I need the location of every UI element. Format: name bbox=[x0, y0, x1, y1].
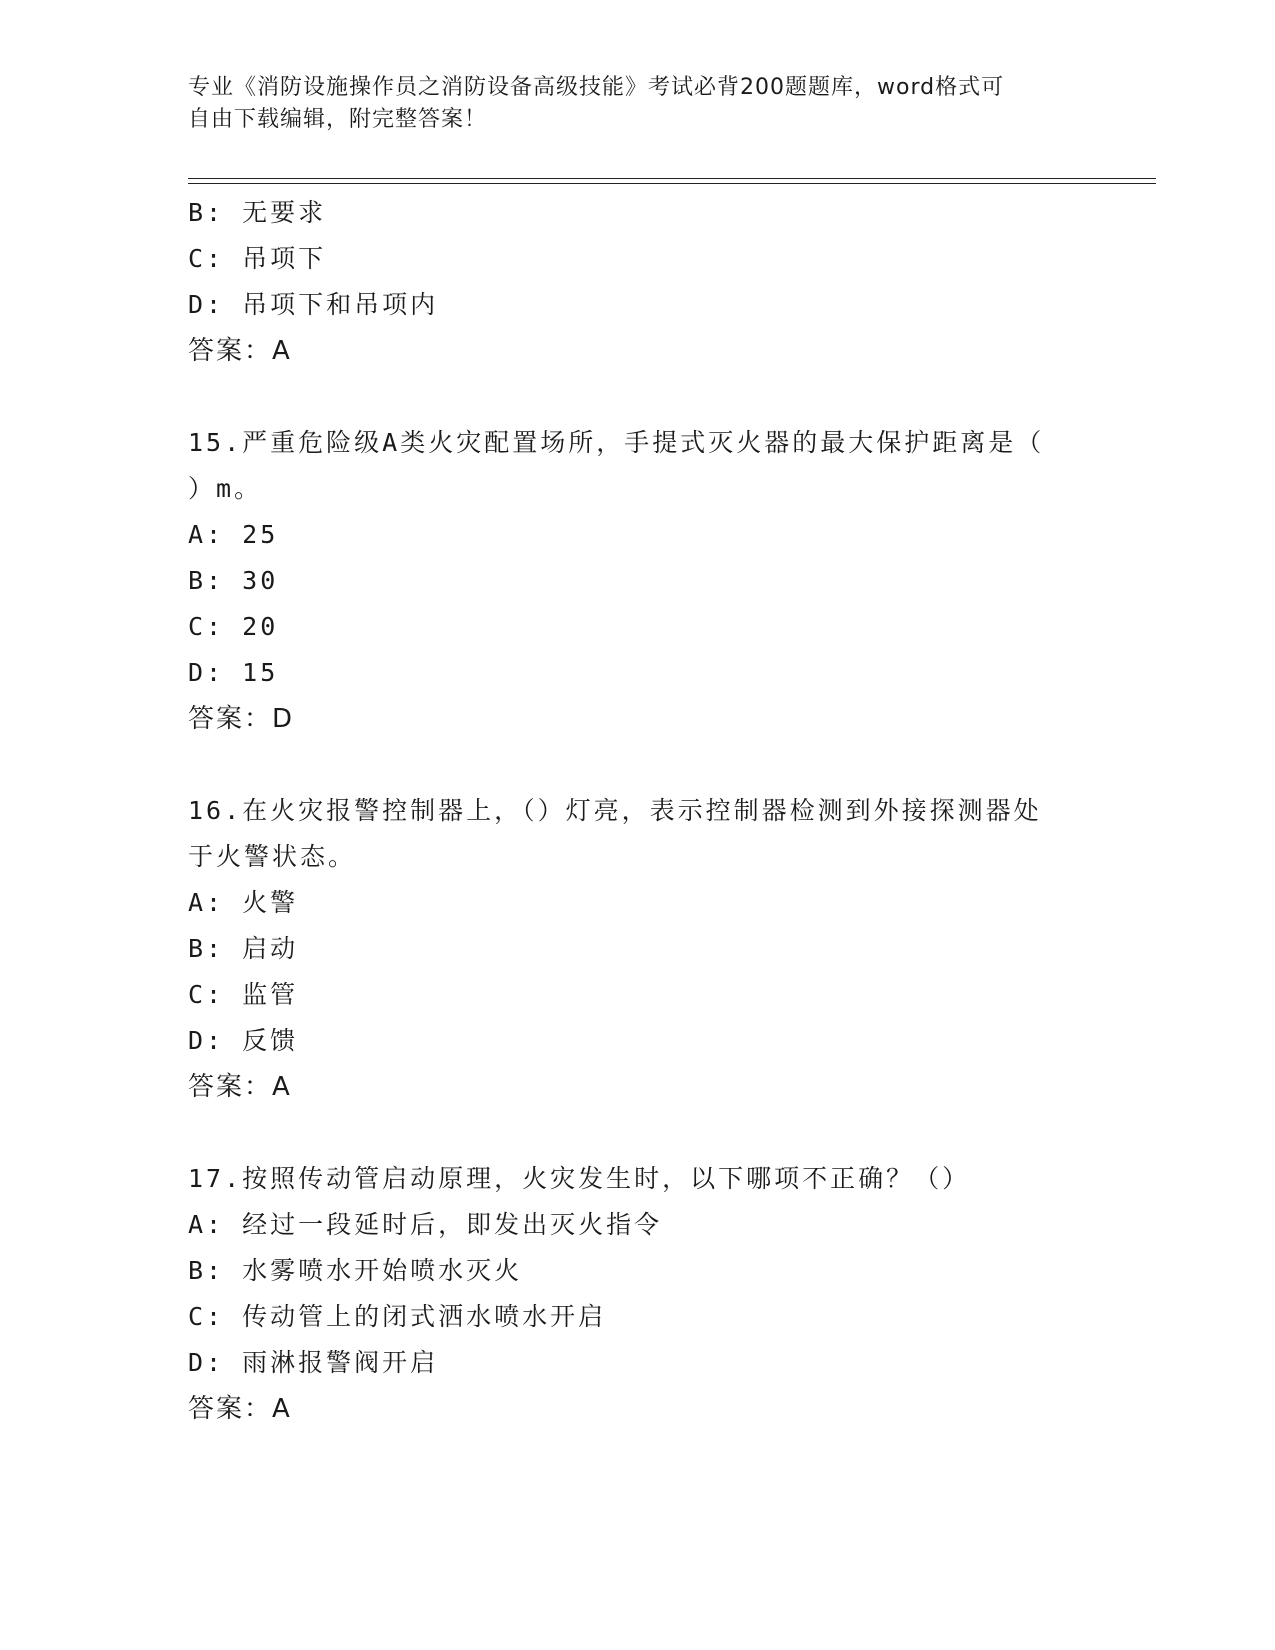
question-15 bbox=[188, 420, 1068, 742]
option-a: A: 火警 bbox=[188, 888, 299, 917]
option-c: C: 吊项下 bbox=[188, 244, 327, 273]
document-header bbox=[188, 72, 1068, 136]
spacer bbox=[188, 742, 1068, 788]
question-17 bbox=[188, 1156, 1068, 1432]
option-b: B: 启动 bbox=[188, 934, 299, 963]
option-c: C: 传动管上的闭式洒水喷水开启 bbox=[188, 1302, 607, 1331]
option-b: B: 水雾喷水开始喷水灭火 bbox=[188, 1256, 523, 1285]
option-b: B: 30 bbox=[188, 566, 279, 595]
header-line-1: 专业《消防设施操作员之消防设备高级技能》考试必背200题题库，word格式可 bbox=[188, 75, 1005, 100]
question-14-tail bbox=[188, 190, 1068, 374]
answer-line: 答案：A bbox=[188, 1072, 292, 1102]
option-c: C: 20 bbox=[188, 612, 279, 641]
question-stem: 17.按照传动管启动原理，火灾发生时，以下哪项不正确？（） bbox=[188, 1164, 971, 1193]
question-stem: 16.在火灾报警控制器上，（）灯亮，表示控制器检测到外接探测器处 bbox=[188, 796, 1042, 825]
option-d: D: 吊项下和吊项内 bbox=[188, 290, 439, 319]
answer-line: 答案：A bbox=[188, 336, 292, 366]
option-a: A: 25 bbox=[188, 520, 279, 549]
spacer bbox=[188, 374, 1068, 420]
question-stem-continued: 于火警状态。 bbox=[188, 842, 357, 871]
header-divider-top bbox=[188, 178, 1156, 179]
option-a: A: 经过一段延时后，即发出灭火指令 bbox=[188, 1210, 663, 1239]
header-line-2: 自由下载编辑，附完整答案！ bbox=[188, 107, 488, 132]
question-stem: 15.严重危险级A类火灾配置场所，手提式灭火器的最大保护距离是（ bbox=[188, 428, 1045, 457]
option-c: C: 监管 bbox=[188, 980, 299, 1009]
option-d: D: 雨淋报警阀开启 bbox=[188, 1348, 439, 1377]
header-divider-bottom bbox=[188, 183, 1156, 184]
option-d: D: 15 bbox=[188, 658, 279, 687]
question-list bbox=[188, 190, 1068, 1432]
question-stem-continued: ）m。 bbox=[188, 474, 263, 503]
spacer bbox=[188, 1110, 1068, 1156]
answer-line: 答案：A bbox=[188, 1394, 292, 1424]
option-b: B: 无要求 bbox=[188, 198, 327, 227]
option-d: D: 反馈 bbox=[188, 1026, 299, 1055]
answer-line: 答案：D bbox=[188, 704, 295, 734]
question-16 bbox=[188, 788, 1068, 1110]
